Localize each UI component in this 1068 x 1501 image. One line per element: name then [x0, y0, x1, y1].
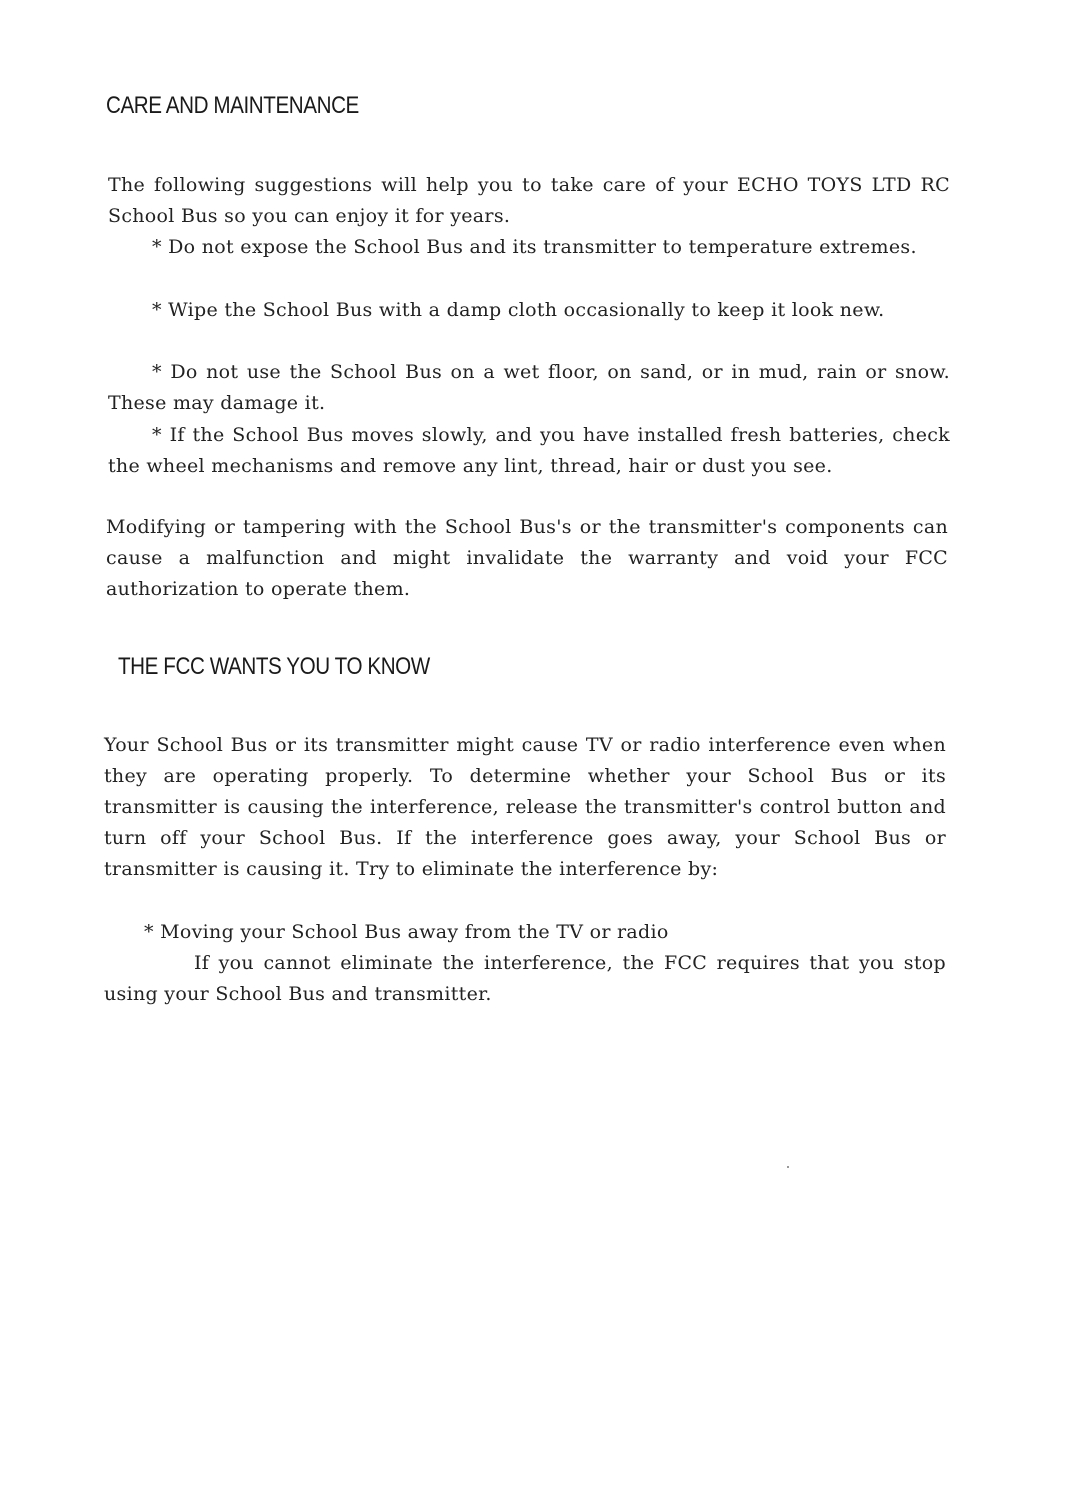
care-bullet-moves-slowly: * If the School Bus moves slowly, and you have installed fresh batteries, check the wheel mechanisms and remove any lint, thread, hair or dust you see.: [108, 424, 950, 477]
care-bullet-wet-floor: * Do not use the School Bus on a wet floor, on sand, or in mud, rain or snow. These may damage it.: [108, 361, 950, 414]
care-bullet-temperature: * Do not expose the School Bus and its transmitter to temperature extremes.: [152, 236, 917, 258]
care-warning-paragraph: Modifying or tampering with the School Bus's or the transmitter's components can cause a malfunction and might invalidate the warranty and void your FCC authorization to operate them.: [106, 516, 948, 600]
fcc-heading: THE FCC WANTS YOU TO KNOW: [118, 653, 430, 680]
care-bullet-wipe: * Wipe the School Bus with a damp cloth occasionally to keep it look new.: [152, 299, 885, 321]
care-intro-paragraph: The following suggestions will help you to take care of your ECHO TOYS LTD RC School Bus so you can enjoy it for years.: [108, 174, 950, 227]
fcc-bullet-move-away: * Moving your School Bus away from the TV or radio: [144, 921, 669, 943]
scan-speck: [787, 1166, 789, 1168]
care-maintenance-heading: CARE AND MAINTENANCE: [106, 92, 359, 119]
fcc-closing-paragraph: If you cannot eliminate the interference, the FCC requires that you stop using your School Bus and transmitter.: [104, 952, 946, 1005]
fcc-body-paragraph: Your School Bus or its transmitter might cause TV or radio interference even when they are operating properly. To determine whether your School Bus or its transmitter is causing the interference, release the transmitter's control button and turn off your School Bus. If the interference goes away, your School Bus or transmitter is causing it. Try to eliminate the interference by:: [104, 734, 946, 880]
